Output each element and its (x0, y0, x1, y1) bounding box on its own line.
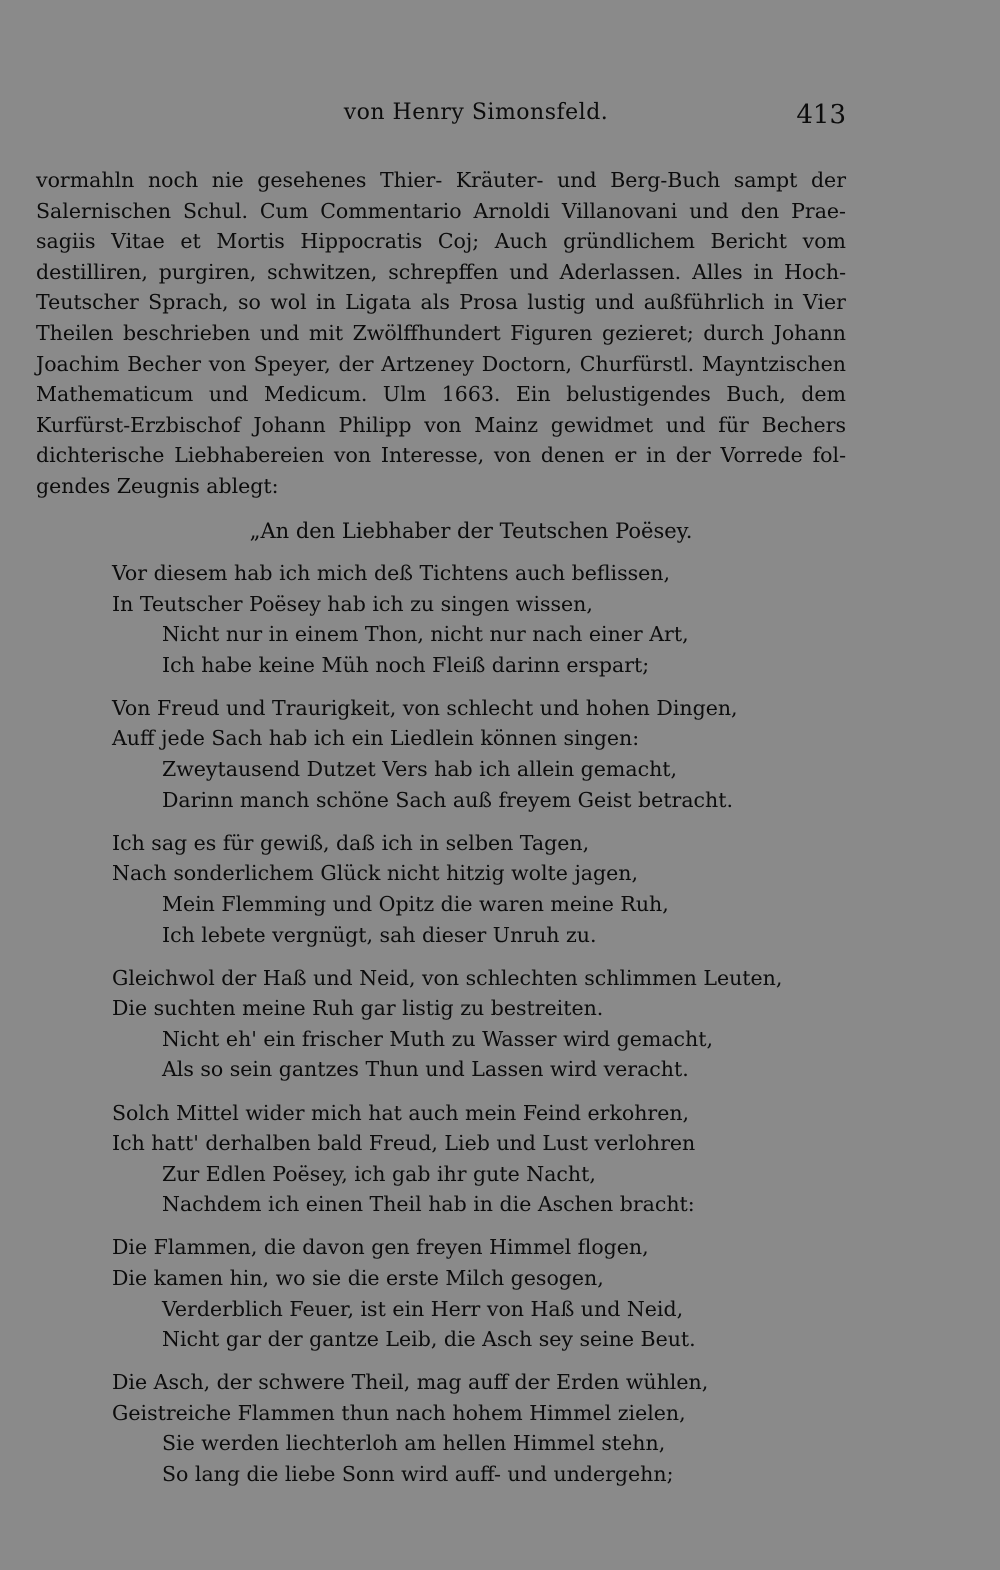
poem-stanza (112, 1232, 832, 1354)
poem-verse: Nicht eh' ein frischer Muth zu Wasser wird gemacht, (162, 1026, 713, 1051)
poem-verse: Darinn manch schöne Sach auß freyem Geist betracht. (162, 787, 733, 812)
poem-verse: Nach sonderlichem Glück nicht hitzig wolte jagen, (112, 861, 638, 886)
poem-verse: Die Flammen, die davon gen freyen Himmel flogen, (112, 1235, 649, 1260)
poem-stanza (112, 1098, 832, 1220)
poem-verse: Auff jede Sach hab ich ein Liedlein können singen: (112, 726, 640, 751)
poem-verse: Ich habe keine Müh noch Fleiß darinn erspart; (162, 652, 650, 677)
page-header (36, 100, 846, 140)
prose-line: sagiis Vitae et Mortis Hippocratis Coj; Auch gründlichem Bericht vom (36, 229, 846, 254)
poem-stanza (112, 558, 832, 680)
poem-verse: Ich lebete vergnügt, sah dieser Unruh zu. (162, 922, 597, 947)
prose-line: dichterische Liebhabereien von Interesse, von denen er in der Vorrede fol- (36, 443, 846, 468)
poem-verse: Geistreiche Flammen thun nach hohem Himmel zielen, (112, 1400, 686, 1425)
page-number: 413 (796, 100, 846, 130)
prose-line: Kurfürst-Erzbischof Johann Philipp von Mainz gewidmet und für Bechers (36, 412, 846, 437)
poem (112, 558, 832, 1502)
poem-verse: Nicht nur in einem Thon, nicht nur nach einer Art, (162, 622, 689, 647)
poem-stanza (112, 1367, 832, 1489)
prose-line: gendes Zeugnis ablegt: (36, 473, 279, 498)
poem-verse: So lang die liebe Sonn wird auff- und undergehn; (162, 1462, 674, 1487)
poem-verse: Solch Mittel wider mich hat auch mein Feind erkohren, (112, 1100, 690, 1125)
poem-verse: Ich hatt' derhalben bald Freud, Lieb und Lust verlohren (112, 1131, 696, 1156)
poem-stanza (112, 693, 832, 815)
poem-verse: Sie werden liechterloh am hellen Himmel stehn, (162, 1431, 666, 1456)
running-title: von Henry Simonsfeld. (343, 100, 609, 125)
prose-line: Joachim Becher von Speyer, der Artzeney Doctorn, Churfürstl. Mayntzischen (36, 351, 846, 376)
poem-verse: Die kamen hin, wo sie die erste Milch gesogen, (112, 1265, 604, 1290)
prose-line: Theilen beschrieben und mit Zwölffhundert Figuren gezieret; durch Johann (36, 320, 846, 345)
prose-line: Mathematicum und Medicum. Ulm 1663. Ein belustigendes Buch, dem (36, 382, 846, 407)
poem-verse: Von Freud und Traurigkeit, von schlecht und hohen Dingen, (112, 695, 738, 720)
prose-paragraph (36, 165, 846, 502)
poem-verse: Mein Flemming und Opitz die waren meine Ruh, (162, 891, 669, 916)
poem-verse: Zweytausend Dutzet Vers hab ich allein gemacht, (162, 757, 678, 782)
poem-verse: Vor diesem hab ich mich deß Tichtens auch beflissen, (112, 561, 671, 585)
poem-stanza (112, 828, 832, 950)
poem-verse: Verderblich Feuer, ist ein Herr von Haß und Neid, (162, 1296, 684, 1321)
poem-verse: Als so sein gantzes Thun und Lassen wird veracht. (162, 1057, 689, 1082)
poem-verse: Zur Edlen Poësey, ich gab ihr gute Nacht, (162, 1161, 596, 1186)
prose-line: Salernischen Schul. Cum Commentario Arnoldi Villanovani und den Prae- (36, 198, 846, 223)
poem-verse: Die Asch, der schwere Theil, mag auff der Erden wühlen, (112, 1370, 709, 1395)
prose-line: vormahln noch nie gesehenes Thier- Kräuter- und Berg-Buch sampt der (36, 168, 846, 192)
poem-verse: Nicht gar der gantze Leib, die Asch sey seine Beut. (162, 1327, 696, 1352)
poem-verse: In Teutscher Poësey hab ich zu singen wissen, (112, 591, 593, 616)
prose-line: Teutscher Sprach, so wol in Ligata als Prosa lustig und außführlich in Vier (36, 290, 846, 315)
poem-title: „An den Liebhaber der Teutschen Poësey. (249, 519, 693, 543)
poem-verse: Die suchten meine Ruh gar listig zu bestreiten. (112, 996, 604, 1021)
poem-verse: Ich sag es für gewiß, daß ich in selben Tagen, (112, 830, 590, 855)
prose-line: destilliren, purgiren, schwitzen, schrepffen und Aderlassen. Alles in Hoch- (36, 259, 846, 284)
poem-verse: Gleichwol der Haß und Neid, von schlechten schlimmen Leuten, (112, 965, 783, 990)
poem-verse: Nachdem ich einen Theil hab in die Aschen bracht: (162, 1192, 695, 1217)
poem-stanza (112, 963, 832, 1085)
